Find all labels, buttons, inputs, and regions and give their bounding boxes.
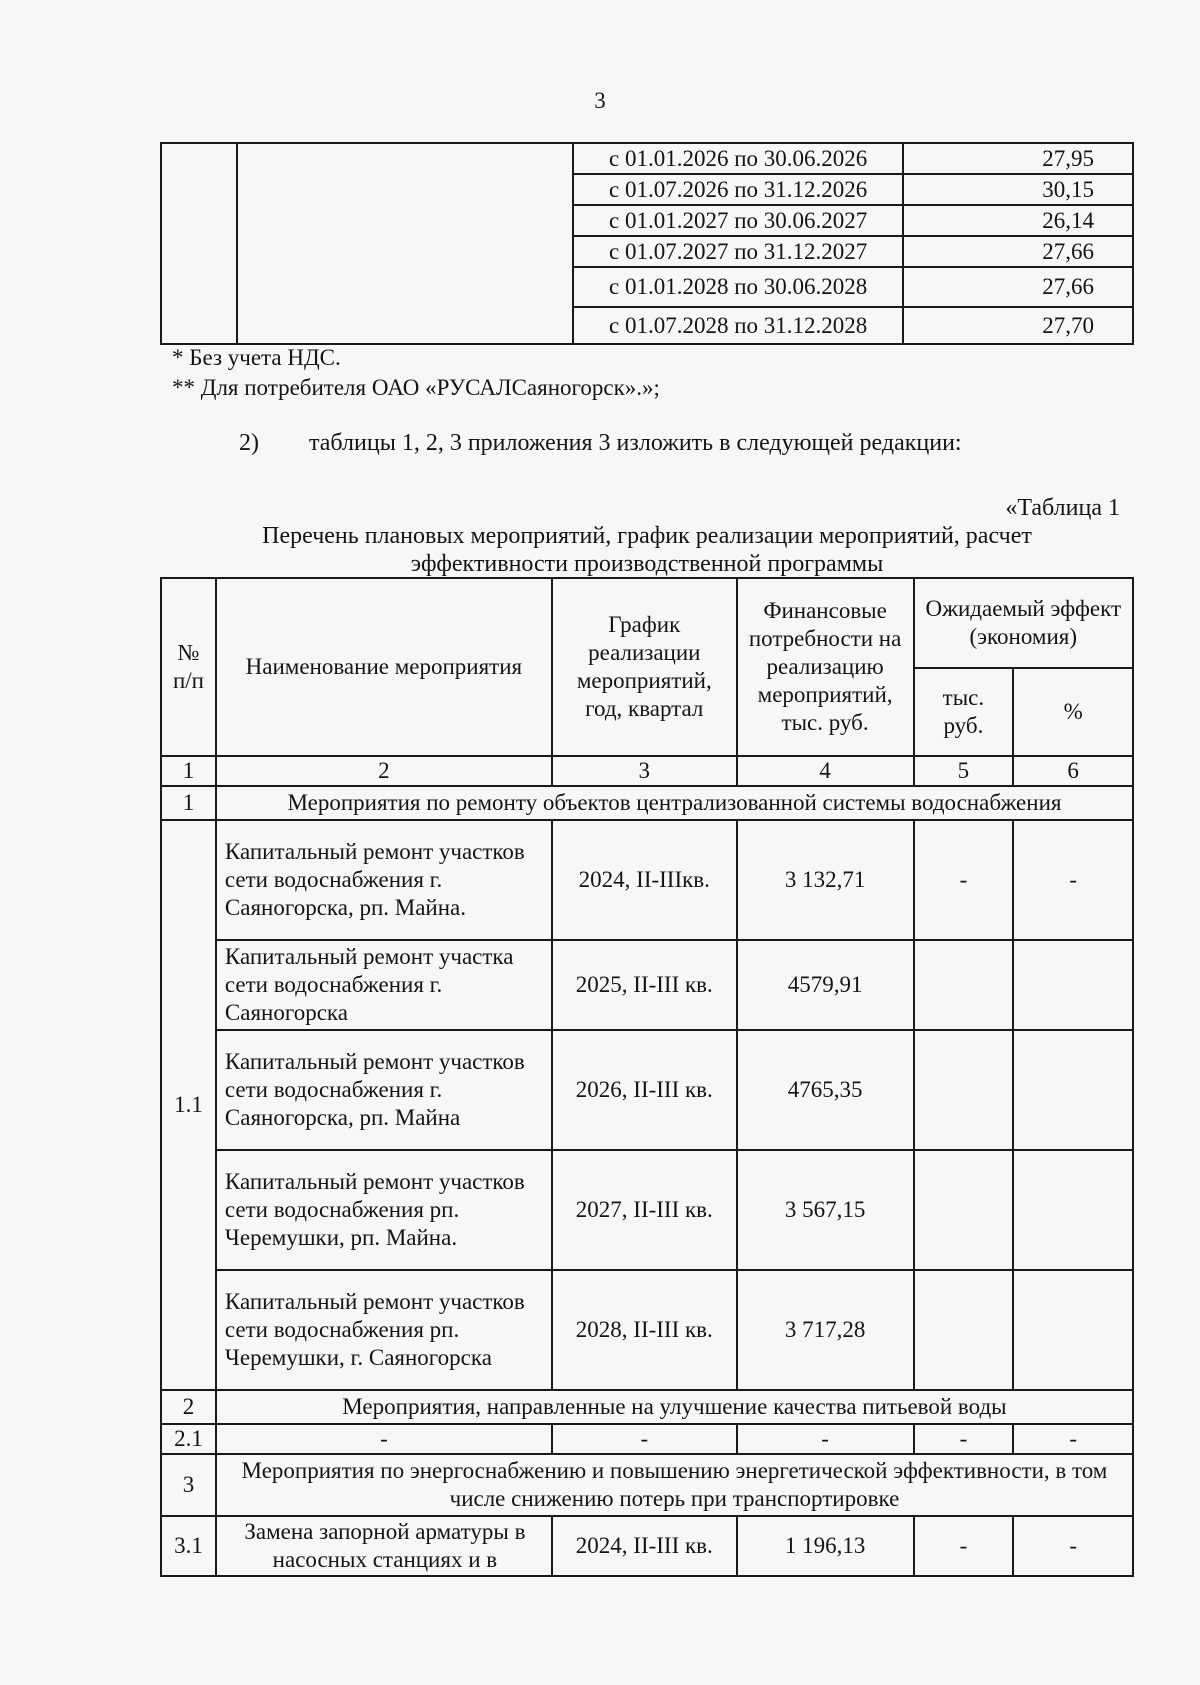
schedule-cell: 2024, II-III кв. bbox=[552, 1516, 737, 1576]
table-row bbox=[161, 1516, 1133, 1576]
tariff-value-cell: 26,14 bbox=[903, 205, 1133, 236]
caption-line: Перечень плановых мероприятий, график реализации мероприятий, расчет bbox=[262, 523, 1032, 549]
row-num: 3.1 bbox=[161, 1516, 216, 1576]
subsection-num: 1.1 bbox=[161, 820, 216, 1390]
section-title: Мероприятия по ремонту объектов централизованной системы водоснабжения bbox=[216, 786, 1133, 820]
header-effect-pct: % bbox=[1013, 668, 1133, 756]
section-num: 3 bbox=[161, 1454, 216, 1516]
effect-pct-cell: - bbox=[1013, 1424, 1133, 1454]
schedule-cell: 2025, II-III кв. bbox=[552, 940, 737, 1030]
table-caption bbox=[160, 522, 1134, 578]
header-num: № п/п bbox=[161, 578, 216, 756]
effect-pct-cell bbox=[1013, 1030, 1133, 1150]
section-title: Мероприятия по энергоснабжению и повышению энергетической эффективности, в том числе снижению потерь при транспортировке bbox=[216, 1454, 1133, 1516]
period-cell: с 01.07.2026 по 31.12.2026 bbox=[573, 174, 903, 205]
period-cell: с 01.01.2028 по 30.06.2028 bbox=[573, 267, 903, 307]
period-cell: с 01.01.2027 по 30.06.2027 bbox=[573, 205, 903, 236]
finance-cell: 1 196,13 bbox=[737, 1516, 914, 1576]
activity-name: Капитальный ремонт участков сети водоснабжения г. Саяногорска, рп. Майна bbox=[216, 1030, 552, 1150]
period-cell: с 01.07.2027 по 31.12.2027 bbox=[573, 236, 903, 267]
effect-rub-cell: - bbox=[914, 1516, 1014, 1576]
clause-text: таблицы 1, 2, 3 приложения 3 изложить в следующей редакции: bbox=[309, 430, 962, 456]
program-table bbox=[160, 577, 1134, 1577]
table-row bbox=[161, 940, 1133, 1030]
activity-name: Капитальный ремонт участков сети водоснабжения рп. Черемушки, рп. Майна. bbox=[216, 1150, 552, 1270]
section-row bbox=[161, 786, 1133, 820]
effect-pct-cell: - bbox=[1013, 1516, 1133, 1576]
header-effect: Ожидаемый эффект (экономия) bbox=[914, 578, 1134, 668]
activity-name: Капитальный ремонт участков сети водоснабжения рп. Черемушки, г. Саяногорска bbox=[216, 1270, 552, 1390]
effect-pct-cell bbox=[1013, 1150, 1133, 1270]
clause-number: 2) bbox=[239, 430, 259, 456]
section-num: 2 bbox=[161, 1390, 216, 1424]
consumer-note: ** Для потребителя ОАО «РУСАЛСаяногорск».»; bbox=[172, 375, 660, 400]
tariff-value-cell: 27,66 bbox=[903, 267, 1133, 307]
page-number: 3 bbox=[594, 88, 606, 113]
table-label: «Таблица 1 bbox=[1005, 495, 1120, 521]
section-num: 1 bbox=[161, 786, 216, 820]
tariff-value-cell: 27,70 bbox=[903, 307, 1133, 344]
empty-cell bbox=[237, 143, 573, 344]
section-row bbox=[161, 1454, 1133, 1516]
table-row bbox=[161, 1424, 1133, 1454]
header-name: Наименование мероприятия bbox=[216, 578, 552, 756]
amendment-clause bbox=[239, 430, 962, 457]
table-row bbox=[161, 1150, 1133, 1270]
activity-name: - bbox=[216, 1424, 552, 1454]
activity-name: Капитальный ремонт участков сети водоснабжения г. Саяногорска, рп. Майна. bbox=[216, 820, 552, 940]
effect-pct-cell: - bbox=[1013, 820, 1133, 940]
schedule-cell: - bbox=[552, 1424, 737, 1454]
header-schedule: График реализации мероприятий, год, квартал bbox=[552, 578, 737, 756]
finance-cell: 4765,35 bbox=[737, 1030, 914, 1150]
header-row bbox=[161, 578, 1133, 668]
schedule-cell: 2026, II-III кв. bbox=[552, 1030, 737, 1150]
vat-note: * Без учета НДС. bbox=[172, 345, 341, 370]
tariff-value-cell: 27,66 bbox=[903, 236, 1133, 267]
activity-name: Капитальный ремонт участка сети водоснабжения г. Саяногорска bbox=[216, 940, 552, 1030]
header-finance: Финансовые потребности на реализацию мероприятий, тыс. руб. bbox=[737, 578, 914, 756]
empty-cell bbox=[161, 143, 237, 344]
table-row bbox=[161, 143, 1133, 174]
tariff-value-cell: 30,15 bbox=[903, 174, 1133, 205]
caption-line: эффективности производственной программы bbox=[410, 551, 884, 577]
column-number: 5 bbox=[914, 756, 1014, 786]
column-number: 4 bbox=[737, 756, 914, 786]
tariff-table bbox=[160, 142, 1134, 345]
table-row bbox=[161, 820, 1133, 940]
schedule-cell: 2027, II-III кв. bbox=[552, 1150, 737, 1270]
column-number: 3 bbox=[552, 756, 737, 786]
effect-pct-cell bbox=[1013, 940, 1133, 1030]
header-effect-rub: тыс. руб. bbox=[914, 668, 1014, 756]
column-number-row bbox=[161, 756, 1133, 786]
tariff-value-cell: 27,95 bbox=[903, 143, 1133, 174]
finance-cell: 4579,91 bbox=[737, 940, 914, 1030]
schedule-cell: 2028, II-III кв. bbox=[552, 1270, 737, 1390]
column-number: 6 bbox=[1013, 756, 1133, 786]
effect-rub-cell: - bbox=[914, 820, 1014, 940]
activity-name: Замена запорной арматуры в насосных станциях и в bbox=[216, 1516, 552, 1576]
column-number: 2 bbox=[216, 756, 552, 786]
finance-cell: 3 717,28 bbox=[737, 1270, 914, 1390]
section-row bbox=[161, 1390, 1133, 1424]
column-number: 1 bbox=[161, 756, 216, 786]
finance-cell: 3 132,71 bbox=[737, 820, 914, 940]
table-row bbox=[161, 1270, 1133, 1390]
effect-rub-cell bbox=[914, 1270, 1014, 1390]
effect-rub-cell: - bbox=[914, 1424, 1014, 1454]
period-cell: с 01.07.2028 по 31.12.2028 bbox=[573, 307, 903, 344]
effect-rub-cell bbox=[914, 1150, 1014, 1270]
schedule-cell: 2024, II-IIIкв. bbox=[552, 820, 737, 940]
section-title: Мероприятия, направленные на улучшение качества питьевой воды bbox=[216, 1390, 1133, 1424]
finance-cell: - bbox=[737, 1424, 914, 1454]
period-cell: с 01.01.2026 по 30.06.2026 bbox=[573, 143, 903, 174]
table-row bbox=[161, 1030, 1133, 1150]
row-num: 2.1 bbox=[161, 1424, 216, 1454]
effect-rub-cell bbox=[914, 940, 1014, 1030]
finance-cell: 3 567,15 bbox=[737, 1150, 914, 1270]
effect-rub-cell bbox=[914, 1030, 1014, 1150]
effect-pct-cell bbox=[1013, 1270, 1133, 1390]
